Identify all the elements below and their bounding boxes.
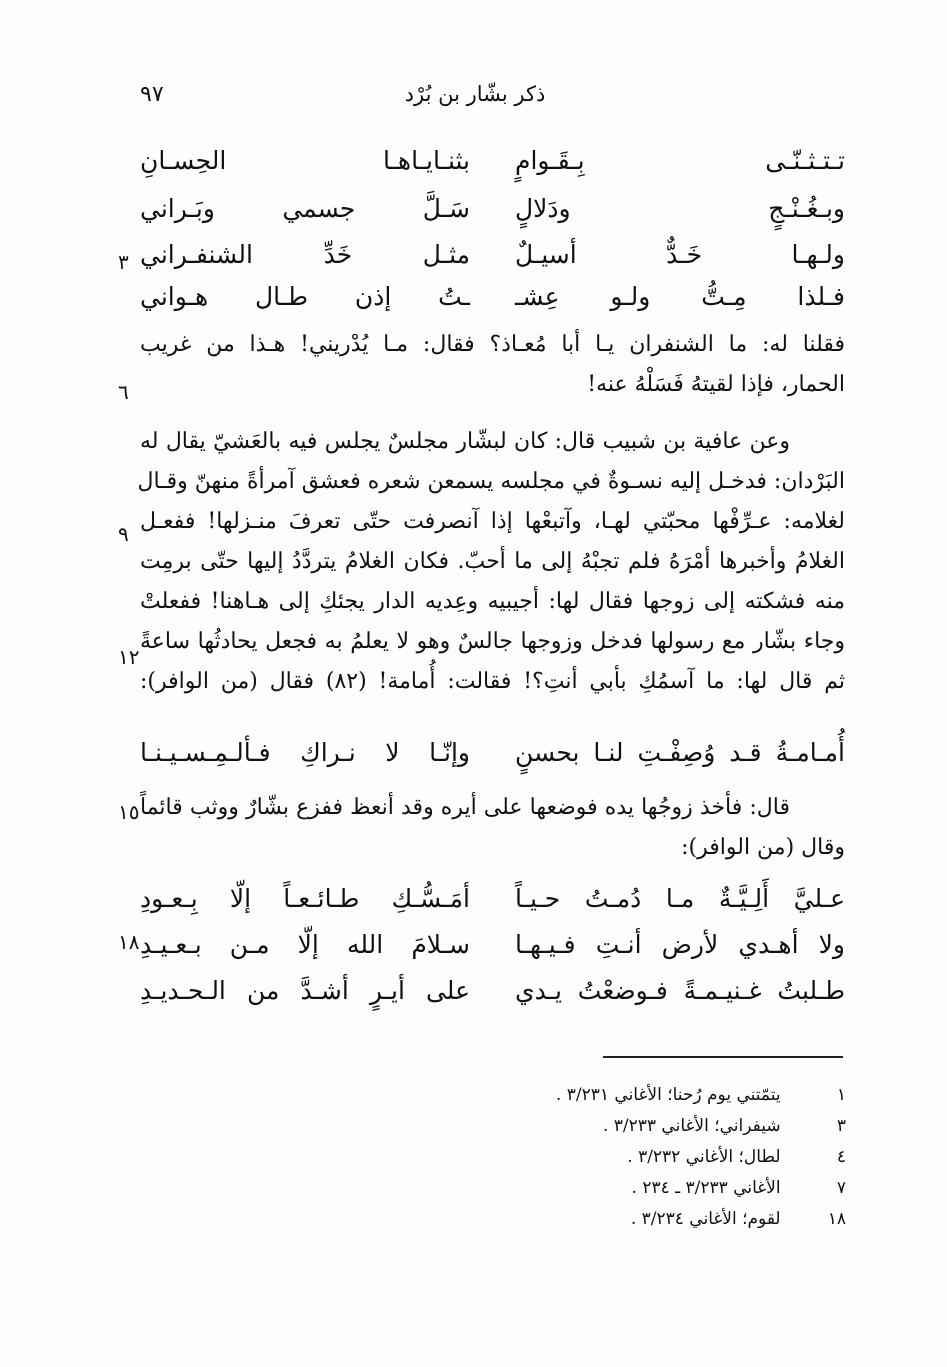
footnote [400, 1204, 846, 1235]
text-line: الغلامُ وأخبرها أمْرَهُ فلم تجبْهُ إلى ما أحبّ. فكان الغلامُ يتردَّدُ إليها حتّى برمِت [140, 549, 845, 574]
text-line: منه فشكته إلى زوجها فقال لها: أجيبيه وعِديه الدار يجئكِ إلى هـاهنا! ففعلتْ [140, 589, 845, 614]
verse-second-hemistich: أمَـسُّـكِ طـائـعـاً إلّا بِـعـودِ [140, 884, 470, 913]
margin-line-number: ٦ [118, 380, 129, 404]
paragraph [140, 325, 845, 405]
verse-first-hemistich: أُمـامـةُ قـد وُصِفْـتِ لنـا بحسنٍ [515, 738, 845, 767]
footnote-divider [603, 1056, 843, 1058]
verse-line [140, 282, 845, 328]
footnote-text: لطال؛ الأغاني ٣/٢٣٢ . [627, 1147, 781, 1167]
page-header [0, 82, 947, 112]
margin-line-number: ٣ [118, 250, 129, 274]
footnote [400, 1142, 846, 1173]
margin-line-number: ١٢ [118, 645, 140, 669]
verse-second-hemistich: وإنّـا لا نـراكِ فـألـمِـسـيـنـا [140, 738, 470, 767]
verse-first-hemistich: طـلبتُ غـنيـمـةً فـوضعْتُ يـدي [515, 976, 845, 1005]
verse-line [140, 146, 845, 192]
footnote [400, 1173, 846, 1204]
footnote-number: ٧ [836, 1178, 846, 1198]
paragraph [137, 422, 845, 702]
verse-line [140, 738, 845, 784]
paragraph [140, 788, 845, 868]
verse-second-hemistich: ـتُ إذن طـال هـواني [140, 282, 470, 311]
footnotes [400, 1080, 846, 1235]
text-line: وقال (من الوافر): [681, 835, 845, 860]
text-line: الحمار، فإذا لقيتهُ فَسَلْهُ عنه! [587, 372, 845, 397]
margin-line-number: ١٥ [118, 800, 140, 824]
verse-line [140, 884, 845, 930]
verse-first-hemistich: وبـغُـنْـجٍ ودَلالٍ [515, 194, 845, 223]
verse-first-hemistich: تـتـثـنّـى بِـقَـوامٍ [515, 146, 845, 175]
footnote-number: ٣ [836, 1116, 846, 1136]
verse-line [140, 194, 845, 240]
verse-second-hemistich: سَـلَّ جسمي وبَـراني [140, 194, 470, 223]
footnote-text: لقوم؛ الأغاني ٣/٢٣٤ . [630, 1209, 781, 1229]
text-line: لغلامه: عـرِّفْها محبّتي لهـا، وآتبعْها إذا آنصرفت حتّى تعرفَ منـزلها! ففعـل [140, 509, 845, 534]
verse-line [140, 976, 845, 1022]
footnote-number: ١٨ [827, 1209, 846, 1229]
running-title: ذكر بشّار بن بُرْد [404, 82, 546, 106]
verse-line [140, 930, 845, 976]
footnote [400, 1080, 846, 1111]
verse-line [140, 240, 845, 286]
verse-second-hemistich: على أيـرٍ أشـدَّ من الـحـديـدِ [140, 976, 470, 1005]
footnote-text: يتمّتني يوم رُحنا؛ الأغاني ٣/٢٣١ . [555, 1085, 781, 1105]
verse-first-hemistich: فـلذا مِـتُّ ولـو عِشـ [515, 282, 845, 311]
footnote-text: شيفراني؛ الأغاني ٣/٢٣٣ . [602, 1116, 781, 1136]
footnote-number: ٤ [836, 1147, 846, 1167]
margin-line-number: ٩ [118, 522, 129, 546]
text-line: وجاء بشّار مع رسولها فدخل وزوجها جالسٌ وهو لا يعلمُ به فجعل يحادثُها ساعةً [140, 629, 845, 654]
text-line: ثم قال لها: ما آسمُكِ بأبي أنتِ؟! فقالت: أُمامة! (٨٢) فقال (من الوافر): [140, 669, 845, 694]
verse-second-hemistich: سـلامَ الله إلّا مـن بـعـيـدِ [140, 930, 470, 959]
text-line: البَرْدان: فدخـل إليه نسـوةٌ في مجلسه يسمعن شعره فعشق آمرأةً منهنّ وقـال [137, 469, 845, 494]
verse-second-hemistich: مثـل خَدِّ الشنفـراني [140, 240, 470, 269]
verse-second-hemistich: بثنـايـاهـا الحِسـانِ [140, 146, 470, 175]
verse-first-hemistich: عـليَّ أَلِـيَّـةٌ مـا دُمـتُ حـيـاً [515, 884, 845, 913]
footnote-text: الأغاني ٣/٢٣٣ ـ ٢٣٤ . [631, 1178, 781, 1198]
margin-line-number: ١٨ [118, 930, 140, 954]
text-line: قال: فأخذ زوجُها يده فوضعها على أيره وقد أنعظ ففزع بشّارٌ ووثب قائماً [140, 795, 790, 820]
verse-first-hemistich: ولـهـا خَـدٌّ أسيـلٌ [515, 240, 845, 269]
text-line: فقلنا له: ما الشنفران يـا أبا مُعـاذ؟ فقال: مـا يُدْريني! هـذا من غريب [140, 332, 845, 357]
footnote [400, 1111, 846, 1142]
footnote-number: ١ [836, 1085, 846, 1105]
text-line: وعن عافية بن شبيب قال: كان لبشّار مجلسٌ يجلس فيه بالعَشيّ يقال له [140, 429, 790, 454]
verse-first-hemistich: ولا أهـدي لأرض أنـتِ فـيـهـا [515, 930, 845, 959]
page-number: ٩٧ [140, 82, 164, 107]
